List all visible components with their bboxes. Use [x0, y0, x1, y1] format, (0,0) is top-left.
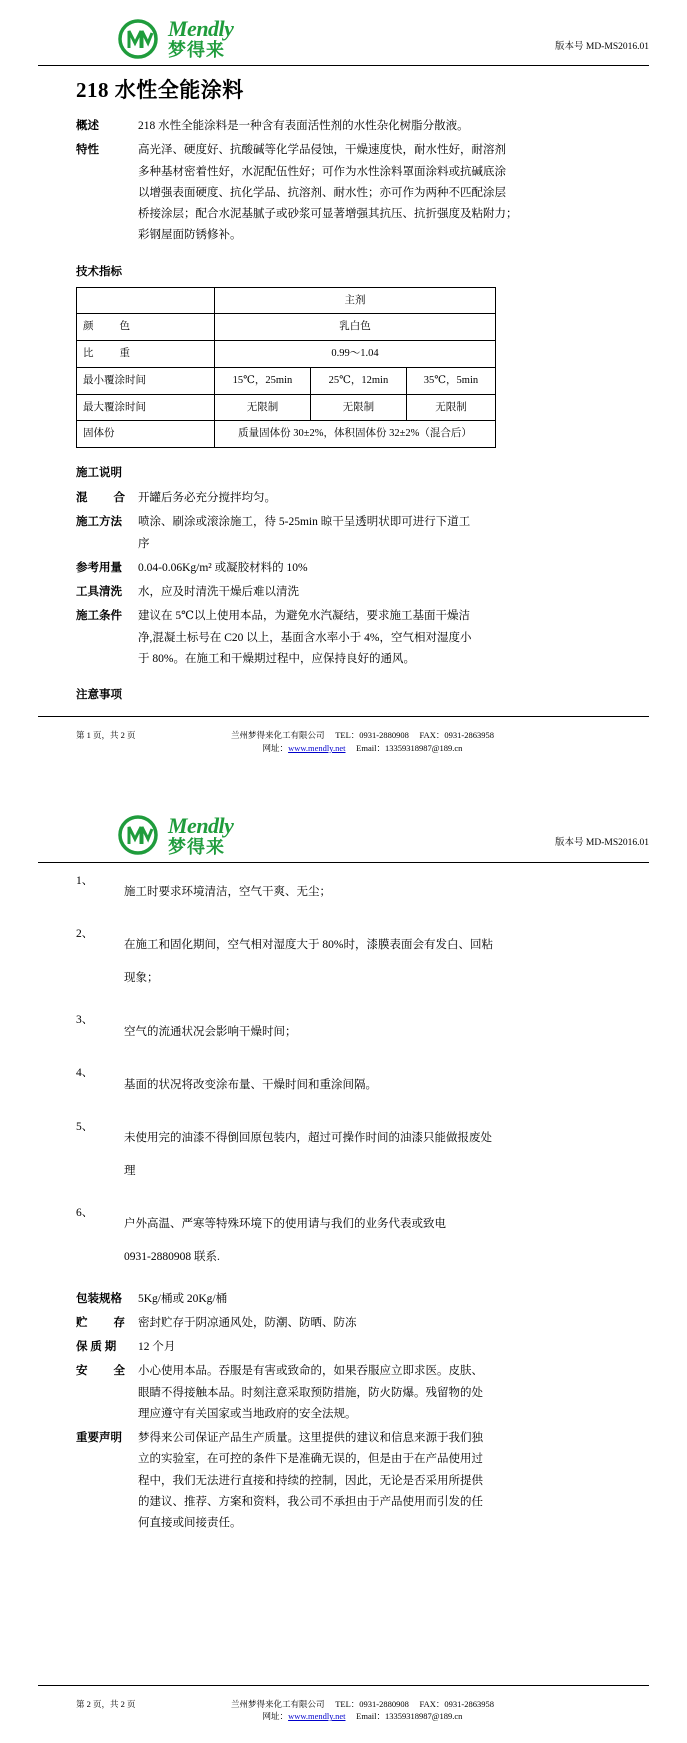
construction-text	[138, 488, 649, 509]
shelf-life-row	[38, 1337, 649, 1358]
footer-divider-p2	[38, 1685, 649, 1686]
list-item	[38, 1203, 649, 1280]
table-row	[77, 421, 496, 448]
footer-company: 兰州梦得来化工有限公司	[231, 730, 325, 741]
page-footer-2	[38, 1685, 649, 1743]
disclaimer-label: 重要声明	[76, 1432, 122, 1445]
table-row	[77, 314, 496, 341]
features-row	[38, 140, 649, 246]
footer-web-line	[184, 742, 541, 755]
features-line: 以增强表面硬度、抗化学品、抗溶剂、耐水性；亦可作为两种不匹配涂层	[138, 186, 506, 199]
overview-text: 218 水性全能涂料是一种含有表面活性剂的水性杂化树脂分散液。	[138, 120, 469, 132]
construction-text	[138, 606, 649, 670]
list-item-line: 现象；	[124, 972, 159, 985]
table-cell-name: 颜 色	[77, 314, 215, 341]
footer-divider-p1	[38, 716, 649, 717]
list-item	[38, 924, 649, 1001]
construction-text	[138, 582, 649, 603]
footer-email-label: Email：	[356, 742, 385, 753]
table-header-main: 主剂	[215, 287, 496, 314]
page-footer-1	[38, 716, 649, 775]
shelf-life-text	[138, 1337, 649, 1358]
construction-label: 混 合	[76, 492, 125, 505]
page-number-p2: 第 2 页，共 2 页	[76, 1698, 136, 1709]
list-item-line: 施工时要求环境清洁，空气干爽、无尘；	[124, 886, 331, 899]
page-break	[0, 775, 687, 797]
disclaimer-text	[138, 1428, 649, 1534]
page-number-p1: 第 1 页，共 2 页	[76, 730, 136, 741]
table-cell-blank	[77, 287, 215, 314]
construction-row	[38, 512, 649, 555]
list-item-line: 未使用完的油漆不得倒回原包装内，超过可操作时间的油漆只能做报废处	[124, 1132, 492, 1145]
safety-line: 理应遵守有关国家或当地政府的安全法规。	[138, 1407, 357, 1420]
tech-spec-heading: 技术指标	[76, 265, 122, 278]
page-header	[38, 0, 649, 65]
shelf-life-label: 保 质 期	[76, 1341, 117, 1354]
safety-row	[38, 1361, 649, 1425]
footer-web-link[interactable]: www.mendly.net	[288, 1711, 346, 1722]
construction-line: 喷涂、刷涂或滚涂施工，待 5-25min 晾干呈透明状即可进行下道工	[138, 516, 471, 529]
list-item-text	[124, 924, 649, 1001]
disclaimer-line: 何直接或间接责任。	[138, 1517, 242, 1530]
table-cell-value: 25℃，12min	[310, 367, 406, 394]
list-item-text	[124, 1203, 649, 1280]
table-cell-value: 35℃，5min	[406, 367, 495, 394]
packaging-line: 5Kg/桶或 20Kg/桶	[138, 1292, 228, 1305]
mendly-logo-icon	[118, 815, 162, 855]
construction-line: 建议在 5℃以上使用本品，为避免水汽凝结，要求施工基面干燥洁	[138, 610, 470, 623]
footer-contact-line	[184, 729, 541, 742]
storage-row	[38, 1313, 649, 1334]
mendly-logo-icon	[118, 19, 162, 59]
footer-email-label: Email：	[356, 1711, 385, 1722]
features-line: 高光泽、硬度好、抗酸碱等化学品侵蚀，干燥速度快，耐水性好，耐溶剂	[138, 144, 506, 157]
disclaimer-row	[38, 1428, 649, 1534]
table-cell-name: 比 重	[77, 341, 215, 368]
footer-tel: TEL：0931-2880908	[335, 730, 409, 741]
construction-label: 工具清洗	[76, 586, 122, 599]
disclaimer-line: 立的实验室，在可控的条件下是准确无误的，但是由于在产品使用过	[138, 1453, 483, 1466]
construction-label: 施工条件	[76, 610, 122, 623]
list-item	[38, 1063, 649, 1107]
footer-tel: TEL：0931-2880908	[335, 1698, 409, 1709]
list-item-number: 3、	[76, 1014, 94, 1027]
footer-web-line	[184, 1710, 541, 1723]
safety-line: 小心使用本品。吞服是有害或致命的，如果吞服应立即求医。皮肤、	[138, 1365, 483, 1378]
table-cell-name: 最小覆涂时间	[77, 367, 215, 394]
brand-logo	[118, 18, 233, 59]
list-item-number: 2、	[76, 927, 94, 940]
footer-fax: FAX：0931-2863958	[419, 730, 494, 741]
notice-heading: 注意事项	[76, 689, 122, 702]
footer-company: 兰州梦得来化工有限公司	[231, 1698, 325, 1709]
list-item-line: 基面的状况将改变涂布量、干燥时间和重涂间隔。	[124, 1078, 377, 1091]
construction-line: 净,混凝土标号在 C20 以上，基面含水率小于 4%，空气相对湿度小	[138, 631, 472, 644]
features-text	[138, 140, 649, 246]
list-item-line: 空气的流通状况会影响干燥时间；	[124, 1025, 297, 1038]
page-title: 218 水性全能涂料	[76, 78, 244, 102]
table-cell-value: 质量固体份 30±2%，体积固体份 32±2%（混合后）	[215, 421, 496, 448]
construction-line: 水，应及时清洗干燥后难以清洗	[138, 586, 299, 599]
table-cell-value: 乳白色	[215, 314, 496, 341]
construction-row	[38, 558, 649, 579]
footer-web-link[interactable]: www.mendly.net	[288, 742, 346, 753]
list-item-line: 0931-2880908 联系.	[124, 1250, 220, 1263]
table-cell-value: 无限制	[310, 394, 406, 421]
list-item-number: 4、	[76, 1067, 94, 1080]
table-row	[77, 341, 496, 368]
table-cell-value: 无限制	[406, 394, 495, 421]
construction-heading: 施工说明	[76, 467, 122, 480]
footer-fax: FAX：0931-2863958	[419, 1698, 494, 1709]
construction-row	[38, 606, 649, 670]
list-item-line: 在施工和固化期间，空气相对湿度大于 80%时，漆膜表面会有发白、回粘	[124, 939, 493, 952]
table-cell-value: 15℃，25min	[215, 367, 311, 394]
construction-row	[38, 582, 649, 603]
document-page-1	[0, 0, 687, 775]
table-cell-name: 固体份	[77, 421, 215, 448]
table-cell-value: 无限制	[215, 394, 311, 421]
list-item-number: 1、	[76, 874, 94, 887]
document-page-2	[0, 797, 687, 1743]
list-item-text	[124, 1010, 649, 1054]
tech-spec-table	[76, 287, 496, 449]
packaging-text	[138, 1289, 649, 1310]
storage-line: 密封贮存于阴凉通风处，防潮、防晒、防冻	[138, 1316, 357, 1329]
safety-text	[138, 1361, 649, 1425]
construction-line: 于 80%。在施工和干燥期过程中，应保持良好的通风。	[138, 652, 415, 665]
list-item	[38, 1010, 649, 1054]
features-label: 特性	[76, 144, 99, 157]
storage-text	[138, 1313, 649, 1334]
packaging-label: 包装规格	[76, 1292, 122, 1305]
header-divider-p1	[38, 65, 649, 66]
list-item-line: 理	[124, 1164, 136, 1177]
storage-label: 贮 存	[76, 1316, 125, 1329]
page-header-2	[38, 797, 649, 862]
table-row	[77, 287, 496, 314]
footer-web-label: 网址：	[262, 742, 289, 753]
brand-name-en: Mendly	[168, 16, 234, 41]
safety-line: 眼睛不得接触本品。时刻注意采取预防措施，防火防爆。残留物的处	[138, 1386, 483, 1399]
brand-name-cn: 梦得来	[168, 40, 225, 60]
brand-name-en: Mendly	[168, 812, 234, 838]
overview-row	[38, 116, 649, 137]
construction-line: 开罐后务必充分搅拌均匀。	[138, 492, 276, 505]
list-item-line: 户外高温、严寒等特殊环境下的使用请与我们的业务代表或致电	[124, 1218, 446, 1231]
features-line: 彩钢屋面防锈修补。	[138, 229, 242, 242]
construction-label: 参考用量	[76, 561, 122, 574]
table-cell-value: 0.99～1.04	[215, 341, 496, 368]
construction-row	[38, 488, 649, 509]
disclaimer-line: 程中，我们无法进行直接和持续的控制，因此，无论是否采用所提供	[138, 1474, 483, 1487]
list-item-number: 6、	[76, 1206, 94, 1219]
list-item-text	[124, 1063, 649, 1107]
disclaimer-line: 梦得来公司保证产品生产质量。这里提供的建议和信息来源于我们独	[138, 1432, 483, 1445]
footer-email: 13359318987@189.cn	[384, 742, 463, 753]
disclaimer-line: 的建议、推荐、方案和资料，我公司不承担由于产品使用而引发的任	[138, 1496, 483, 1508]
table-cell-name: 最大覆涂时间	[77, 394, 215, 421]
table-row	[77, 394, 496, 421]
brand-name-cn: 梦得来	[168, 836, 225, 857]
footer-email: 13359318987@189.cn	[384, 1711, 463, 1722]
list-item-text	[124, 1117, 649, 1194]
footer-contact-line	[184, 1698, 541, 1711]
version-number-p1: 版本号 MD-MS2016.01	[555, 41, 649, 52]
features-line: 多种基材密着性好，水泥配伍性好；可作为水性涂料罩面涂料或抗碱底涂	[138, 165, 506, 178]
list-item	[38, 871, 649, 915]
table-row	[77, 367, 496, 394]
construction-label: 施工方法	[76, 516, 122, 529]
features-line: 桥接涂层；配合水泥基腻子或砂浆可显著增强其抗压、抗折强度及粘附力；	[138, 208, 518, 221]
packaging-row	[38, 1289, 649, 1310]
footer-web-label: 网址：	[262, 1711, 289, 1722]
safety-label: 安 全	[76, 1365, 125, 1378]
brand-logo-2	[118, 812, 234, 857]
construction-text	[138, 512, 649, 555]
version-number-p2: 版本号 MD-MS2016.01	[555, 838, 649, 849]
list-item-number: 5、	[76, 1120, 94, 1133]
list-item	[38, 1117, 649, 1194]
header-divider-p2	[38, 862, 649, 863]
shelf-life-line: 12 个月	[138, 1341, 176, 1354]
overview-label: 概述	[76, 120, 99, 132]
list-item-text	[124, 871, 649, 915]
construction-text	[138, 558, 649, 579]
construction-line: 序	[138, 537, 150, 550]
construction-line: 0.04-0.06Kg/m² 或凝胶材料的 10%	[138, 561, 308, 574]
